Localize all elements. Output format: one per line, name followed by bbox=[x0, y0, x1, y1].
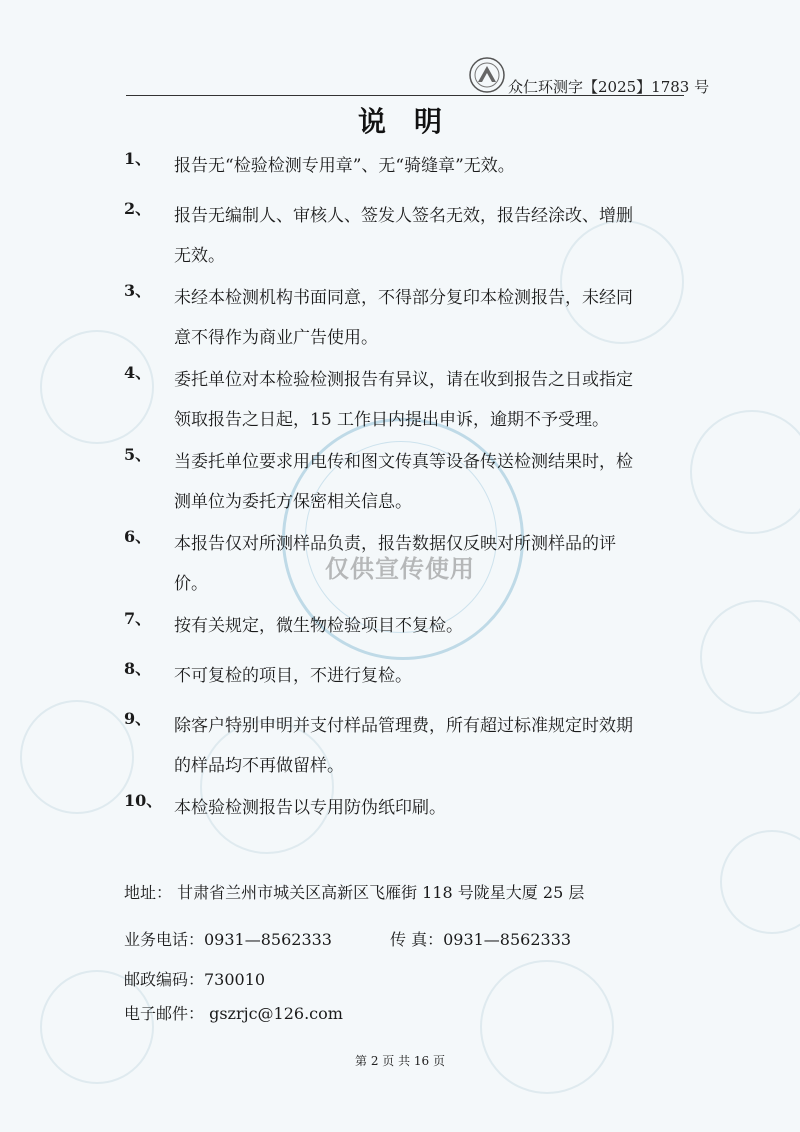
list-item-text-line: 测单位为委托方保密相关信息。 bbox=[174, 492, 412, 512]
contact-email: 电子邮件： gszrjc@126.com bbox=[124, 1004, 343, 1023]
contact-business-phone: 业务电话：0931—8562333 bbox=[124, 930, 332, 949]
list-item-text-line: 的样品均不再做留样。 bbox=[174, 756, 344, 776]
list-item-text-line: 报告无“检验检测专用章”、无“骑缝章”无效。 bbox=[174, 156, 515, 176]
contact-postal-code: 邮政编码：730010 bbox=[124, 970, 266, 989]
background-pattern-circle bbox=[480, 960, 614, 1094]
list-item-number: 2、 bbox=[124, 199, 152, 218]
page-number-footer: 第 2 页 共 16 页 bbox=[355, 1054, 445, 1068]
header-divider bbox=[126, 95, 684, 96]
list-item bbox=[0, 606, 800, 656]
promotional-watermark-text: 仅供宣传使用 bbox=[325, 555, 475, 583]
contact-address: 地址： 甘肃省兰州市城关区高新区飞雁街 118 号陇星大厦 25 层 bbox=[124, 883, 585, 902]
list-item bbox=[0, 442, 800, 524]
list-item-number: 7、 bbox=[124, 609, 152, 628]
list-item-text-line: 委托单位对本检验检测报告有异议，请在收到报告之日或指定 bbox=[174, 370, 633, 390]
list-item-number: 6、 bbox=[124, 527, 152, 546]
list-item-text-line: 领取报告之日起，15 工作日内提出申诉，逾期不予受理。 bbox=[174, 410, 610, 430]
list-item-text bbox=[174, 706, 686, 786]
background-pattern-circle bbox=[720, 830, 800, 934]
list-item-text bbox=[174, 278, 686, 358]
list-item-text-line: 本报告仅对所测样品负责，报告数据仅反映对所测样品的评 bbox=[174, 534, 616, 554]
list-item-text-line: 除客户特别申明并支付样品管理费，所有超过标准规定时效期 bbox=[174, 716, 633, 736]
list-item bbox=[0, 788, 800, 838]
list-item-text bbox=[174, 656, 686, 696]
list-item-number: 10、 bbox=[124, 791, 163, 810]
list-item-text bbox=[174, 606, 686, 646]
list-item-text-line: 本检验检测报告以专用防伪纸印刷。 bbox=[174, 798, 446, 818]
contact-fax: 传 真：0931—8562333 bbox=[390, 930, 572, 949]
list-item-number: 9、 bbox=[124, 709, 152, 728]
list-item-text bbox=[174, 196, 686, 276]
list-item-number: 5、 bbox=[124, 445, 152, 464]
list-item bbox=[0, 360, 800, 442]
list-item-text-line: 未经本检测机构书面同意，不得部分复印本检测报告，未经同 bbox=[174, 288, 633, 308]
list-item-number: 1、 bbox=[124, 149, 152, 168]
list-item-text bbox=[174, 146, 686, 186]
list-item-number: 4、 bbox=[124, 363, 152, 382]
list-item bbox=[0, 706, 800, 788]
instruction-list bbox=[0, 146, 800, 838]
list-item bbox=[0, 656, 800, 706]
list-item bbox=[0, 146, 800, 196]
list-item-text-line: 价。 bbox=[174, 574, 208, 594]
organization-logo-icon bbox=[468, 56, 506, 94]
page-title: 说明 bbox=[357, 105, 470, 138]
list-item-text-line: 无效。 bbox=[174, 246, 225, 266]
list-item-text bbox=[174, 360, 686, 440]
list-item-number: 3、 bbox=[124, 281, 152, 300]
list-item-text bbox=[174, 442, 686, 522]
report-reference-number: 众仁环测字【2025】1783 号 bbox=[508, 78, 710, 96]
list-item-text-line: 按有关规定，微生物检验项目不复检。 bbox=[174, 616, 463, 636]
list-item-text-line: 报告无编制人、审核人、签发人签名无效，报告经涂改、增删 bbox=[174, 206, 633, 226]
list-item-text-line: 不可复检的项目，不进行复检。 bbox=[174, 666, 412, 686]
list-item bbox=[0, 278, 800, 360]
list-item bbox=[0, 196, 800, 278]
list-item-number: 8、 bbox=[124, 659, 152, 678]
list-item-text bbox=[174, 788, 686, 828]
list-item-text-line: 当委托单位要求用电传和图文传真等设备传送检测结果时，检 bbox=[174, 452, 633, 472]
list-item-text-line: 意不得作为商业广告使用。 bbox=[174, 328, 378, 348]
